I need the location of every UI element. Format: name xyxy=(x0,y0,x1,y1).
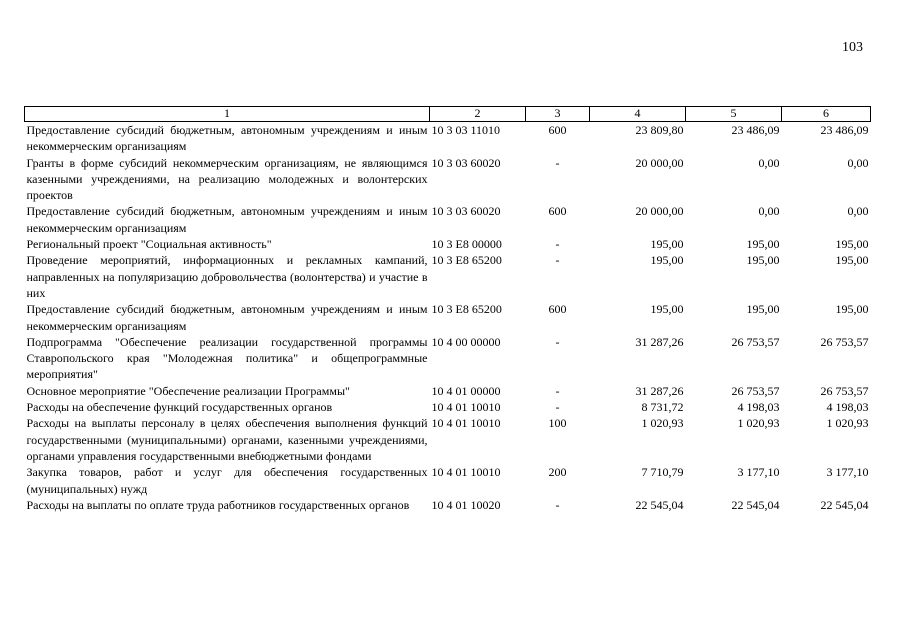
table-row xyxy=(25,155,871,204)
classification-code: 10 3 03 60020 xyxy=(431,204,501,219)
table-row xyxy=(25,464,871,497)
classification-code: 10 4 01 10010 xyxy=(431,465,501,480)
amount-col-4: 23 809,80 xyxy=(635,123,684,137)
expense-type-code: 600 xyxy=(548,204,567,219)
amount-col-6: 195,00 xyxy=(835,237,869,252)
budget-table xyxy=(24,106,871,513)
header-cell-5: 5 xyxy=(686,107,782,122)
item-name: Расходы на выплаты по оплате труда работников государственных органов xyxy=(26,497,410,512)
classification-code: 10 4 01 10010 xyxy=(431,400,501,415)
amount-col-4: 31 287,26 xyxy=(635,383,684,398)
item-name: Региональный проект "Социальная активность" xyxy=(26,237,272,252)
amount-col-5: 0,00 xyxy=(758,155,780,170)
amount-col-5: 195,00 xyxy=(746,253,780,268)
table-row xyxy=(25,203,871,236)
table-body xyxy=(25,122,871,514)
item-name: Гранты в форме субсидий некоммерческим организациям, не являющимся казенными учреждениями, на реализацию молодежных и волонтерских проектов xyxy=(26,155,428,203)
amount-col-6: 0,00 xyxy=(847,155,869,170)
amount-col-6: 4 198,03 xyxy=(826,400,869,415)
amount-col-5: 23 486,09 xyxy=(731,123,780,137)
amount-col-6: 22 545,04 xyxy=(820,497,869,512)
amount-col-4: 8 731,72 xyxy=(641,400,684,415)
expense-type-code: 100 xyxy=(548,416,567,431)
expense-type-code: - xyxy=(555,237,560,252)
header-cell-1: 1 xyxy=(25,107,430,122)
item-name: Основное мероприятие "Обеспечение реализации Программы" xyxy=(26,383,350,398)
expense-type-code: - xyxy=(555,400,560,415)
table-row xyxy=(25,334,871,383)
table-row xyxy=(25,497,871,513)
item-name: Проведение мероприятий, информационных и рекламных кампаний, направленных на популяризацию добровольчества (волонтерства) и участие в них xyxy=(26,253,428,300)
table-row xyxy=(25,301,871,334)
amount-col-6: 3 177,10 xyxy=(826,465,869,480)
expense-type-code: 600 xyxy=(548,123,567,137)
expense-type-code: - xyxy=(555,155,560,170)
item-name: Расходы на выплаты персоналу в целях обеспечения выполнения функций государственными (муниципальными) органами, казенными учреждениями, органами управления государственными внебюджетными фондами xyxy=(26,416,428,463)
amount-col-5: 3 177,10 xyxy=(737,465,780,480)
amount-col-5: 4 198,03 xyxy=(737,400,780,415)
amount-col-4: 195,00 xyxy=(650,302,684,317)
classification-code: 10 3 03 11010 xyxy=(431,123,501,137)
amount-col-4: 22 545,04 xyxy=(635,497,684,512)
amount-col-6: 1 020,93 xyxy=(826,416,869,431)
amount-col-6: 23 486,09 xyxy=(820,123,869,137)
amount-col-6: 26 753,57 xyxy=(820,334,869,349)
table-row xyxy=(25,383,871,399)
expense-type-code: 600 xyxy=(548,302,567,317)
item-name: Предоставление субсидий бюджетным, автономным учреждениям и иным некоммерческим организациям xyxy=(26,302,428,333)
amount-col-5: 26 753,57 xyxy=(731,334,780,349)
table-row xyxy=(25,415,871,464)
amount-col-5: 195,00 xyxy=(746,237,780,252)
table-row xyxy=(25,236,871,252)
classification-code: 10 3 E8 65200 xyxy=(431,302,502,317)
classification-code: 10 3 03 60020 xyxy=(431,155,501,170)
item-name: Закупка товаров, работ и услуг для обеспечения государственных (муниципальных) нужд xyxy=(26,465,428,496)
header-row xyxy=(25,107,871,122)
header-cell-3: 3 xyxy=(526,107,590,122)
item-name: Расходы на обеспечение функций государственных органов xyxy=(26,400,333,415)
classification-code: 10 3 E8 00000 xyxy=(431,237,502,252)
expense-type-code: - xyxy=(555,253,560,268)
classification-code: 10 4 01 10020 xyxy=(431,497,501,512)
item-name: Предоставление субсидий бюджетным, автономным учреждениям и иным некоммерческим организациям xyxy=(26,204,428,235)
amount-col-5: 0,00 xyxy=(758,204,780,219)
amount-col-6: 26 753,57 xyxy=(820,383,869,398)
amount-col-5: 26 753,57 xyxy=(731,383,780,398)
amount-col-4: 195,00 xyxy=(650,237,684,252)
expense-type-code: 200 xyxy=(548,465,567,480)
amount-col-4: 20 000,00 xyxy=(635,204,684,219)
header-cell-2: 2 xyxy=(430,107,526,122)
expense-type-code: - xyxy=(555,497,560,512)
expense-type-code: - xyxy=(555,383,560,398)
item-name: Предоставление субсидий бюджетным, автономным учреждениям и иным некоммерческим организациям xyxy=(26,123,428,154)
item-name: Подпрограмма "Обеспечение реализации государственной программы Ставропольского края "Молодежная политика" и общепрограммные мероприятия" xyxy=(26,334,428,382)
classification-code: 10 4 01 10010 xyxy=(431,416,501,431)
header-cell-4: 4 xyxy=(590,107,686,122)
amount-col-4: 1 020,93 xyxy=(641,416,684,431)
classification-code: 10 3 E8 65200 xyxy=(431,253,502,268)
table-row xyxy=(25,252,871,301)
amount-col-4: 195,00 xyxy=(650,253,684,268)
amount-col-4: 20 000,00 xyxy=(635,155,684,170)
classification-code: 10 4 00 00000 xyxy=(431,334,501,349)
expense-type-code: - xyxy=(555,334,560,349)
amount-col-6: 195,00 xyxy=(835,302,869,317)
classification-code: 10 4 01 00000 xyxy=(431,383,501,398)
amount-col-4: 7 710,79 xyxy=(641,465,684,480)
amount-col-5: 22 545,04 xyxy=(731,497,780,512)
table-header xyxy=(25,107,871,122)
amount-col-6: 195,00 xyxy=(835,253,869,268)
amount-col-5: 195,00 xyxy=(746,302,780,317)
table-row xyxy=(25,122,871,155)
amount-col-4: 31 287,26 xyxy=(635,334,684,349)
amount-col-5: 1 020,93 xyxy=(737,416,780,431)
table-row xyxy=(25,399,871,415)
page-number: 103 xyxy=(842,40,863,55)
header-cell-6: 6 xyxy=(782,107,871,122)
amount-col-6: 0,00 xyxy=(847,204,869,219)
